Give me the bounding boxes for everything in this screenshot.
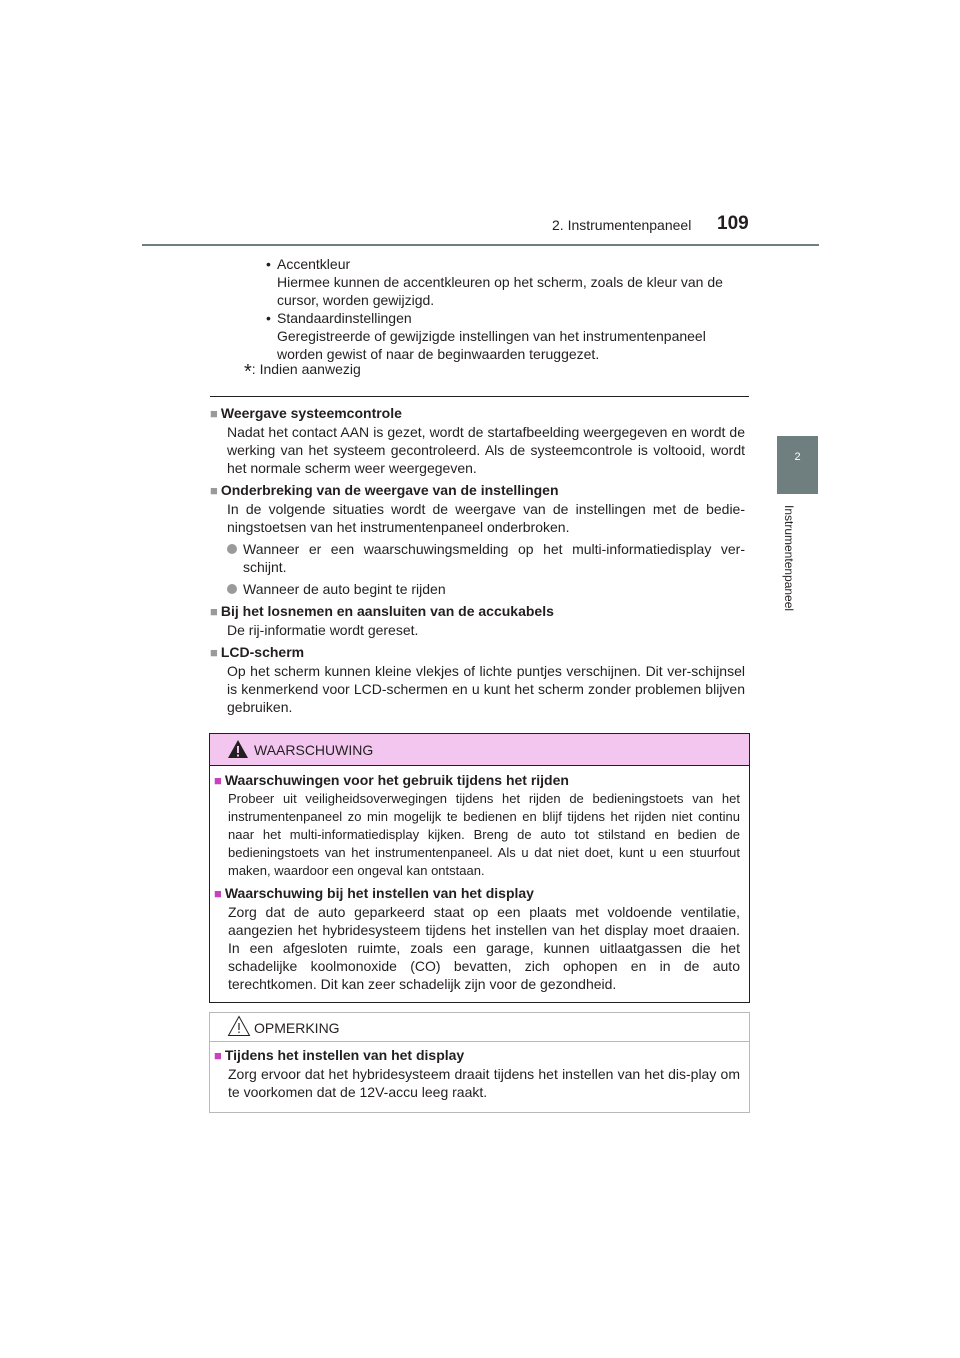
square-bullet-icon: ■ <box>210 483 218 498</box>
option-title: • Standaardinstellingen <box>277 310 412 326</box>
square-bullet-icon: ■ <box>214 886 222 901</box>
list-item <box>266 255 746 309</box>
option-title: • Accentkleur <box>277 256 351 272</box>
option-list <box>266 255 746 363</box>
square-bullet-icon: ■ <box>214 1048 222 1063</box>
warning-title: WAARSCHUWING <box>254 742 374 758</box>
warning-triangle-outline-icon <box>227 1015 251 1037</box>
chapter-tab-number: 2 <box>777 436 818 494</box>
warning-triangle-filled-icon <box>227 739 249 759</box>
main-content <box>210 404 745 716</box>
warning-item-heading: ■ Waarschuwingen voor het gebruik tijdens het rijden <box>214 772 569 788</box>
section-body: De rij-informatie wordt gereset. <box>227 622 419 638</box>
warning-body <box>210 766 749 993</box>
list-item: Wanneer er een waarschuwingsmelding op het multi-informatiedisplay ver-schijnt. <box>210 540 745 576</box>
header-rule <box>142 244 819 246</box>
page-number: 109 <box>717 213 749 234</box>
warning-box <box>209 733 750 1003</box>
footnote <box>244 361 361 384</box>
list-item <box>266 309 746 363</box>
square-bullet-icon: ■ <box>210 645 218 660</box>
section-body: Op het scherm kunnen kleine vlekjes of lichte puntjes verschijnen. Dit ver-schijnsel is kenmerkend voor LCD-schermen en u kunt het scherm zonder problemen blijven gebruiken. <box>227 663 745 715</box>
footnote-text: : Indien aanwezig <box>251 361 361 377</box>
section-body: In de volgende situaties wordt de weergave van de instellingen met de bedie-ningstoetsen van het instrumentenpaneel onderbroken. <box>227 501 745 535</box>
section-divider <box>210 396 749 397</box>
notice-body <box>210 1042 749 1101</box>
section-heading: ■ LCD-scherm <box>210 644 305 660</box>
round-bullet-icon <box>227 584 237 594</box>
warning-item-heading: ■ Waarschuwing bij het instellen van het display <box>214 885 534 901</box>
round-bullet-icon <box>227 544 237 554</box>
section-body: Nadat het contact AAN is gezet, wordt de startafbeelding weergegeven en wordt de werking van het systeem gecontroleerd. Als de systeemcontrole is voltooid, wordt het normale scherm weer weergegeven. <box>227 424 745 476</box>
chapter-tab-label: Instrumentenpaneel <box>782 505 796 612</box>
notice-header <box>210 1013 749 1042</box>
warning-item-body: Probeer uit veiligheidsoverwegingen tijdens het rijden de bedieningstoets van het instrumentenpaneel zo min mogelijk te bedienen en blijf tijdens het rijden niet continu naar het multi-informatiedisplay kijken. Breng de auto tot stilstand en bedien de bedieningstoets van het instrumentenpaneel. Als u dat niet doet, kunt u een stuurfout maken, waardoor een ongeval kan ontstaan. <box>228 791 740 878</box>
square-bullet-icon: ■ <box>214 773 222 788</box>
option-description: Geregistreerde of gewijzigde instellingen van het instrumentenpaneel worden gewist of naar de beginwaarden teruggezet. <box>277 328 706 362</box>
option-description: Hiermee kunnen de accentkleuren op het scherm, zoals de kleur van de cursor, worden gewijzigd. <box>277 274 723 308</box>
warning-item-body: Zorg dat de auto geparkeerd staat op een plaats met voldoende ventilatie, aangezien het hybridesysteem tijdens het instellen van het display moet draaien. In een afgesloten ruimte, zoals een garage, kunnen uitlaatgassen die het schadelijke koolmonoxide (CO) bevatten, zich ophopen en in de auto terechtkomen. Dit kan zeer schadelijk zijn voor de gezondheid. <box>228 904 740 992</box>
section-heading: ■ Bij het losnemen en aansluiten van de accukabels <box>210 603 554 619</box>
notice-item-body: Zorg ervoor dat het hybridesysteem draait tijdens het instellen van het dis-play om te voorkomen dat de 12V-accu leeg raakt. <box>228 1066 740 1100</box>
square-bullet-icon: ■ <box>210 406 218 421</box>
notice-item-heading: ■ Tijdens het instellen van het display <box>214 1047 465 1063</box>
running-header-section: 2. Instrumentenpaneel <box>552 217 692 233</box>
section-heading: ■ Onderbreking van de weergave van de instellingen <box>210 482 559 498</box>
footnote-mark: * <box>244 361 252 383</box>
section-heading: ■ Weergave systeemcontrole <box>210 405 402 421</box>
notice-title: OPMERKING <box>254 1020 340 1036</box>
warning-header <box>210 734 749 766</box>
square-bullet-icon: ■ <box>210 604 218 619</box>
notice-box <box>209 1012 750 1113</box>
list-item: Wanneer de auto begint te rijden <box>210 580 745 598</box>
